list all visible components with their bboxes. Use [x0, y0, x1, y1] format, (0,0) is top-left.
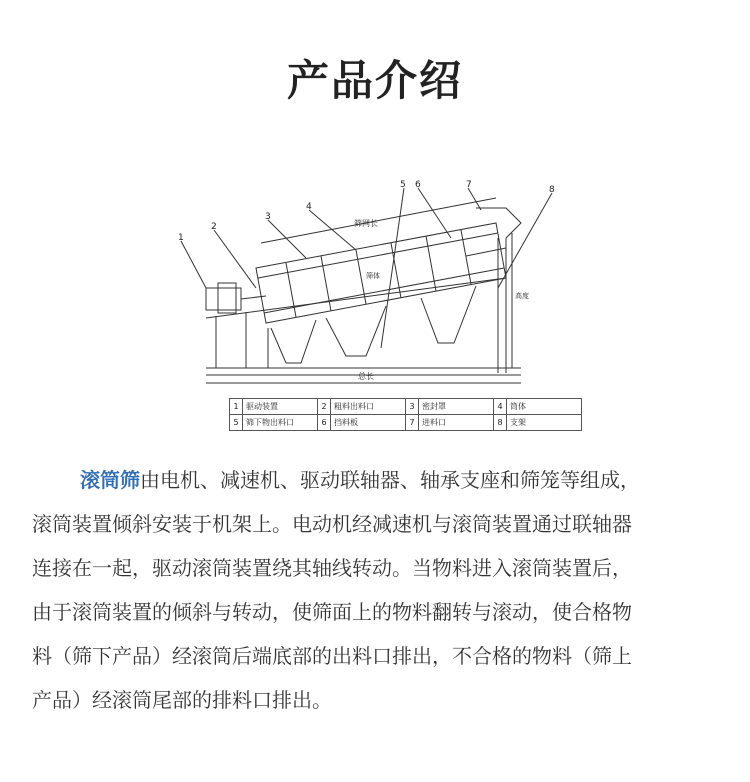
legend-label: 筛下物出料口 — [243, 415, 318, 431]
legend-label: 粗料出料口 — [331, 399, 406, 415]
description-line: 连接在一起，驱动滚筒装置绕其轴线转动。当物料进入滚筒装置后， — [32, 556, 632, 580]
legend-label: 驱动装置 — [243, 399, 318, 415]
legend-num: 4 — [494, 399, 507, 415]
product-name-highlight: 滚筒筛 — [80, 468, 140, 492]
height-label: 高度 — [515, 292, 529, 300]
description-paragraph — [32, 458, 722, 722]
legend-num: 7 — [406, 415, 419, 431]
callout-1: 1 — [178, 233, 184, 243]
description-line: 产品）经滚筒尾部的排料口排出。 — [32, 688, 332, 712]
legend-row — [230, 399, 582, 415]
callout-2: 2 — [211, 222, 217, 232]
legend-num: 2 — [318, 399, 331, 415]
description-line: 由于滚筒装置的倾斜与转动，使筛面上的物料翻转与滚动，使合格物 — [32, 600, 632, 624]
parts-legend — [229, 398, 582, 431]
callout-5: 5 — [400, 180, 406, 190]
legend-label: 进料口 — [419, 415, 494, 431]
legend-label: 支架 — [507, 415, 582, 431]
legend-num: 1 — [230, 399, 243, 415]
screen-length-label: 筛网长 — [354, 219, 378, 228]
total-length-label: 总长 — [358, 372, 374, 381]
legend-num: 6 — [318, 415, 331, 431]
page-title: 产品介绍 — [286, 56, 463, 105]
description-line — [32, 458, 722, 502]
callout-7: 7 — [466, 180, 472, 190]
description-line-text: 由电机、减速机、驱动联轴器、轴承支座和筛笼等组成， — [140, 468, 640, 492]
legend-num: 3 — [406, 399, 419, 415]
description-line: 料（筛下产品）经滚筒后端底部的出料口排出，不合格的物料（筛上 — [32, 644, 632, 668]
callout-3: 3 — [265, 212, 271, 222]
callout-6: 6 — [415, 180, 421, 190]
legend-num: 8 — [494, 415, 507, 431]
description-line: 滚筒装置倾斜安装于机架上。电动机经减速机与滚筒装置通过联轴器 — [32, 512, 632, 536]
legend-label: 密封罩 — [419, 399, 494, 415]
legend-label: 筒体 — [507, 399, 582, 415]
legend-label: 挡料板 — [331, 415, 406, 431]
callout-4: 4 — [306, 202, 312, 212]
legend-row — [230, 415, 582, 431]
center-label: 筛体 — [366, 272, 380, 280]
callout-8: 8 — [549, 185, 555, 195]
legend-num: 5 — [230, 415, 243, 431]
machine-drawing — [176, 178, 576, 403]
